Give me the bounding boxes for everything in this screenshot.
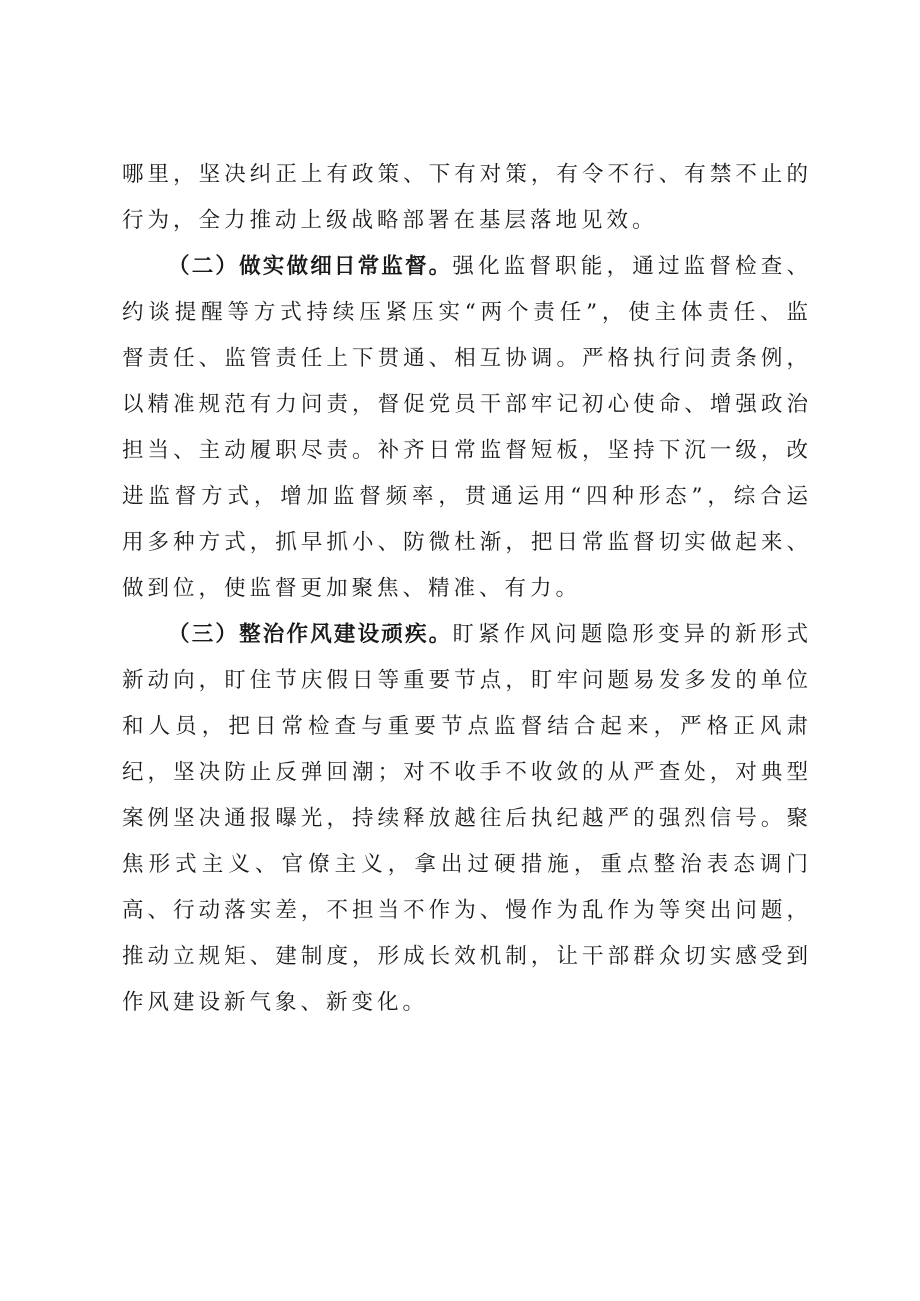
- section-heading: （三）整治作风建设顽疾。: [168, 622, 453, 647]
- paragraph-text: 哪里，坚决纠正上有政策、下有对策，有令不行、有禁不止的行为，全力推动上级战略部署在基层落地见效。: [122, 162, 812, 233]
- paragraph-continuation: [122, 152, 812, 244]
- paragraph-text: 盯紧作风问题隐形变异的新形式新动向，盯住节庆假日等重要节点，盯牢问题易发多发的单位和人员，把日常检查与重要节点监督结合起来，严格正风肃纪，坚决防止反弹回潮；对不收手不收敛的从严查处，对典型案例坚决通报曝光，持续释放越往后执纪越严的强烈信号。聚焦形式主义、官僚主义，拿出过硬措施，重点整治表态调门高、行动落实差，不担当不作为、慢作为乱作为等突出问题，推动立规矩、建制度，形成长效机制，让干部群众切实感受到作风建设新气象、新变化。: [122, 622, 812, 1015]
- paragraph-text: 强化监督职能，通过监督检查、约谈提醒等方式持续压紧压实“两个责任”，使主体责任、监督责任、监管责任上下贯通、相互协调。严格执行问责条例，以精准规范有力问责，督促党员干部牢记初心使命、增强政治担当、主动履职尽责。补齐日常监督短板，坚持下沉一级，改进监督方式，增加监督频率，贯通运用“四种形态”，综合运用多种方式，抓早抓小、防微杜渐，把日常监督切实做起来、做到位，使监督更加聚焦、精准、有力。: [122, 254, 812, 601]
- paragraph-section-3: [122, 612, 812, 1026]
- paragraph-section-2: [122, 244, 812, 612]
- section-heading: （二）做实做细日常监督。: [168, 254, 453, 279]
- document-body: [122, 152, 812, 1026]
